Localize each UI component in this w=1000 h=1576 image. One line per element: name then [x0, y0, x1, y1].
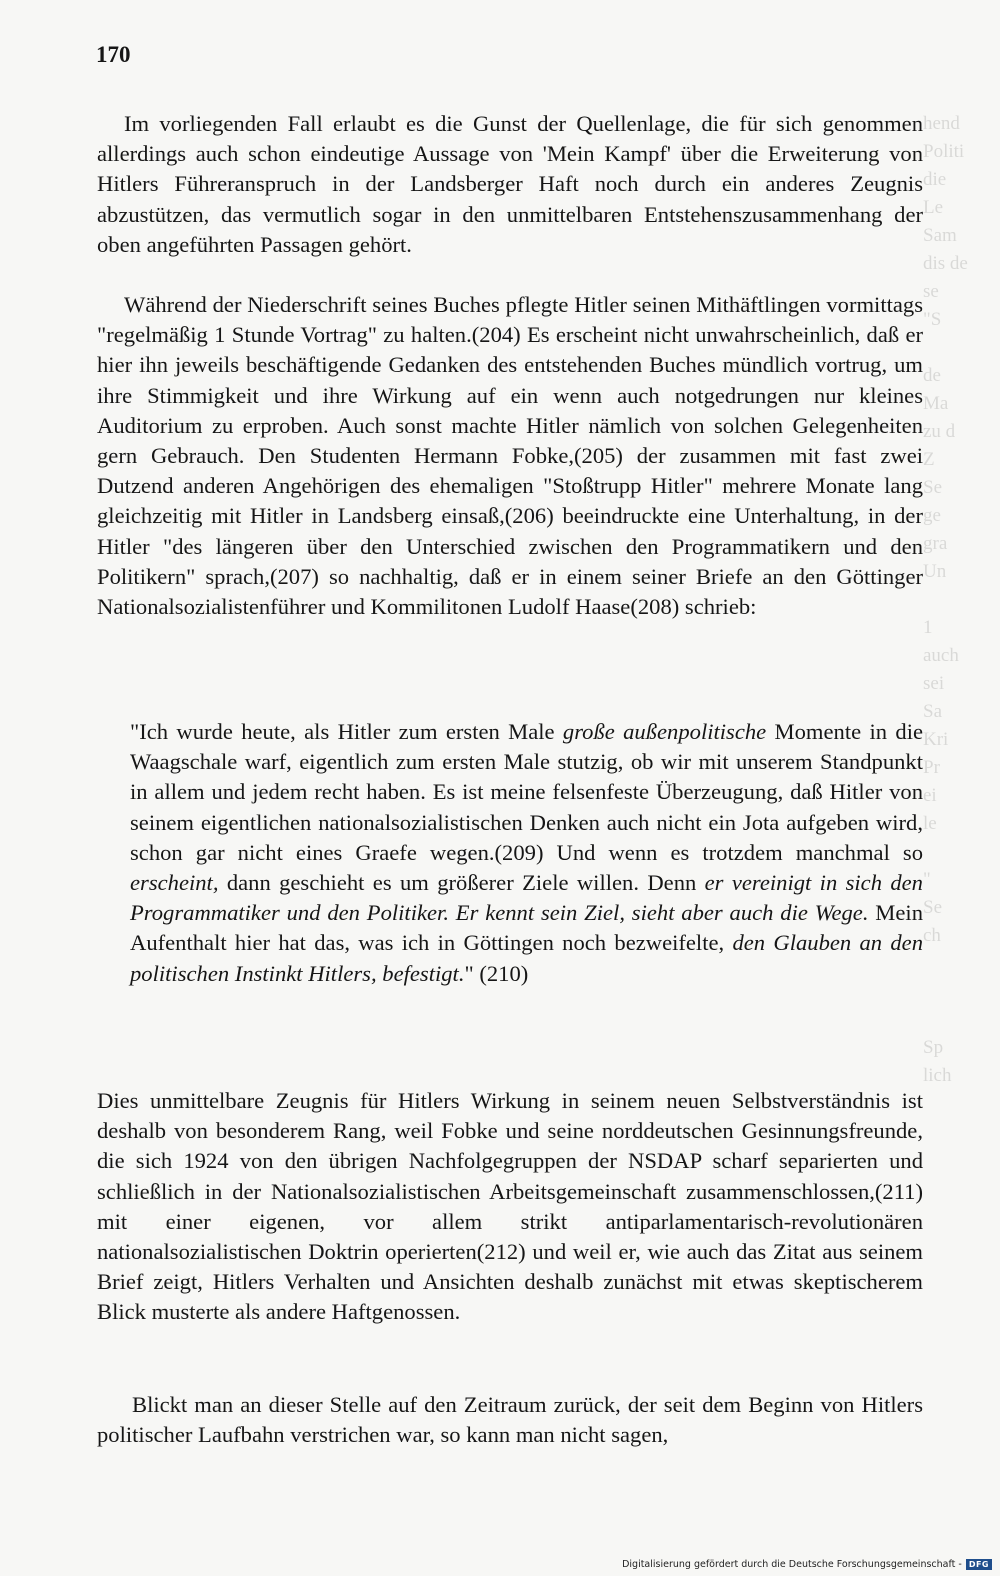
paragraph-3: Dies unmittelbare Zeugnis für Hitlers Wirkung in seinem neuen Selbstverständnis ist deshalb von besonderem Rang, weil Fobke und seine norddeutschen Gesinnungsfreunde, die sich 1924 von den übrigen Nachfolgegruppen der NSDAP scharf separierten und schließlich in der Nationalsozialistischen Arbeitsgemeinschaft zusammenschlossen,(211) mit einer eigenen, vor allem strikt antiparlamentarisch-revolutionären nationalsozialistischen Doktrin operierten(212) und weil er, wie auch das Zitat aus seinem Brief zeigt, Hitlers Verhalten und Ansichten deshalb zunächst mit etwas skeptischerem Blick musterte als andere Haftgenossen.	[97, 1088, 923, 1325]
block-quote	[130, 717, 923, 989]
page-number: 170	[96, 42, 131, 67]
quote-emphasis: er vereinigt in sich den Programmatiker und den Politiker. Er kennt sein Ziel, sieht aber auch die Wege.	[130, 870, 923, 926]
quote-emphasis: erscheint,	[130, 870, 219, 896]
paragraph-4: Blickt man an dieser Stelle auf den Zeitraum zurück, der seit dem Beginn von Hitlers politischer Laufbahn verstrichen war, so kann man nicht sagen,	[97, 1392, 923, 1448]
quote-text: Mein Aufenthalt hier hat das, was ich in Göttingen noch bezweifelte,	[130, 900, 923, 956]
paragraph-2: Während der Niederschrift seines Buches pflegte Hitler seinen Mithäftlingen vormittags "regelmäßig 1 Stunde Vortrag" zu halten.(204) Es erscheint nicht unwahrscheinlich, daß er hier ihn jeweils beschäftigende Gedanken des entstehenden Buches mündlich vortrug, um ihre Stimmigkeit und ihre Wirkung auf ein wenn auch notgedrungen nur kleines Auditorium zu erproben. Auch sonst machte Hitler nämlich von solchen Gelegenheiten gern Gebrauch. Den Studenten Hermann Fobke,(205) der zusammen mit fast zwei Dutzend anderen Angehörigen des ehemaligen "Stoßtrupp Hitler" mehrere Monate lang gleichzeitig mit Hitler in Landsberg einsaß,(206) beeindruckte eine Unterhaltung, in der Hitler "des längeren über den Unterschied zwischen den Programmatikern und den Politikern" sprach,(207) so nachhaltig, daß er in einem seiner Briefe an den Göttinger Nationalsozialistenführer und Kommilitonen Ludolf Haase(208) schrieb:	[97, 292, 923, 620]
paragraph-1: Im vorliegenden Fall erlaubt es die Gunst der Quellenlage, die für sich genommen allerdings auch schon eindeutige Aussage von 'Mein Kampf' über die Erweiterung von Hitlers Führeranspruch in der Landsberger Haft noch durch ein anderes Zeugnis abzustützen, das vermutlich sogar in den unmittelbaren Entstehenszusammenhang der oben angeführten Passagen gehört.	[97, 111, 923, 257]
dfg-logo: DFG	[966, 1559, 992, 1570]
show-through-texture: hend Politi die Le Sam dis de se "S de Ma zu d Z Se ge gra Un 1 auch sei Sa Kri Pr ei le " Se ch Sp lich	[923, 113, 968, 1086]
quote-text: "Ich wurde heute, als Hitler zum ersten Male	[130, 719, 563, 744]
footer-text: Digitalisierung gefördert durch die Deutsche Forschungsgemeinschaft -	[622, 1559, 962, 1570]
quote-citation: " (210)	[464, 960, 529, 986]
quote-emphasis: große außenpolitische	[562, 719, 767, 744]
quote-text: Momente in die Waagschale warf, eigentlich zum ersten Male stutzig, ob wir mit unserem Standpunkt in allem und jedem recht haben. Es ist meine felsenfeste Überzeugung, daß Hitler von seinem eigentlichen nationalsozialistischen Denken auch nicht ein Jota aufgeben wird, schon gar nicht eines Graefe wegen.(209) Und wenn es trotzdem manchmal so	[130, 719, 923, 865]
quote-text: dann geschieht es um größerer Ziele willen. Denn	[218, 870, 705, 896]
quote-emphasis: den Glauben an den politischen Instinkt Hitlers, befestigt.	[130, 930, 924, 986]
digitization-footer	[622, 1559, 992, 1570]
